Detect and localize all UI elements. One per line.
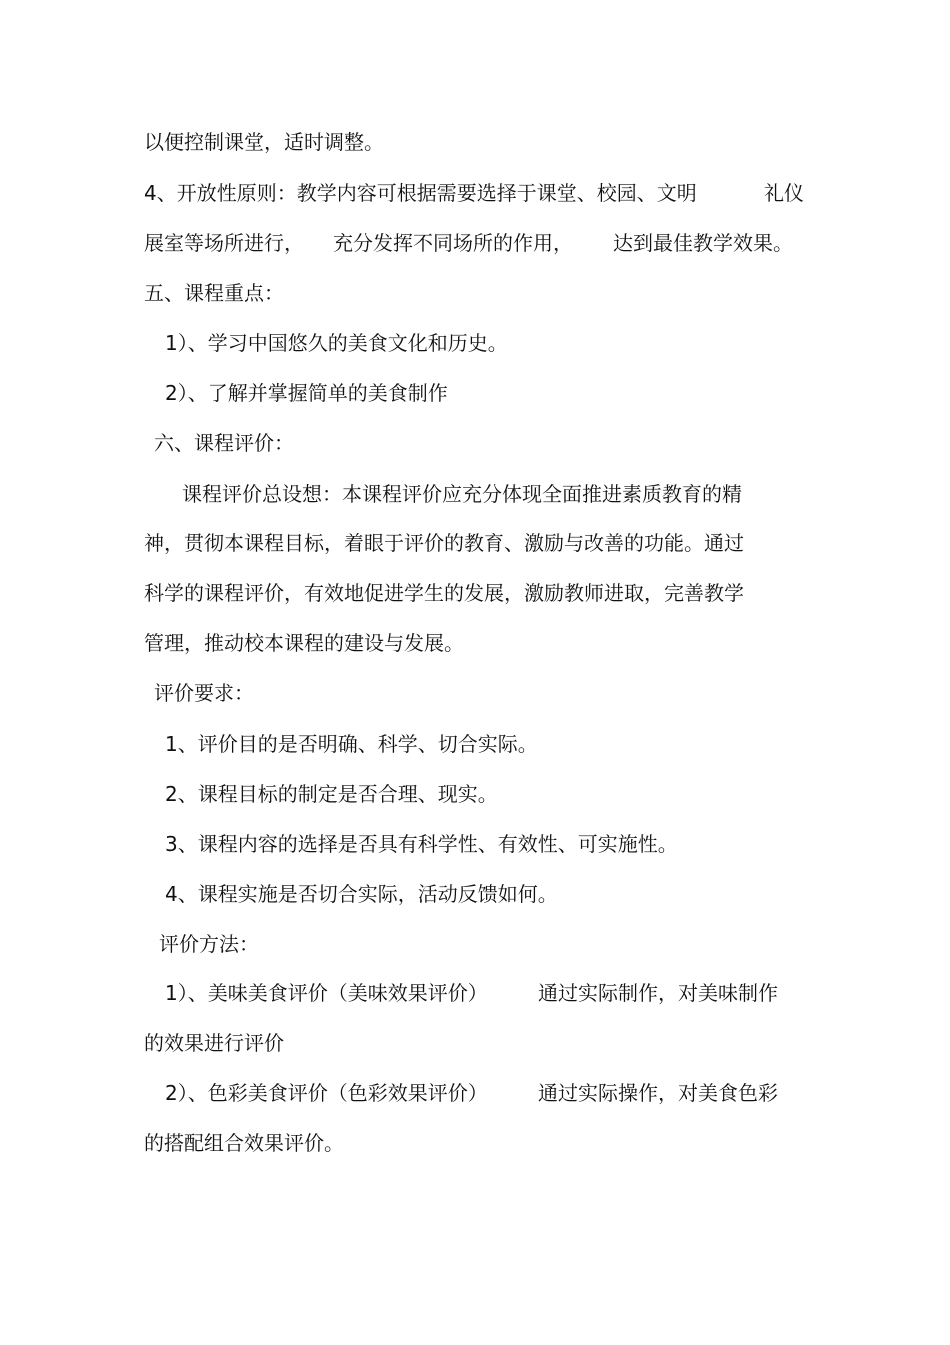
text-line: 课程评价总设想：本课程评价应充分体现全面推进素质教育的精 (182, 482, 742, 506)
heading-text: 六、课程评价： (154, 431, 294, 455)
text-line: 的搭配组合效果评价。 (144, 1131, 344, 1155)
text-line: 管理，推动校本课程的建设与发展。 (144, 631, 464, 655)
text-segment: 4、开放性原则：教学内容可根据需要选择于课堂、校园、文明 (144, 181, 697, 205)
list-item-text: 2、课程目标的制定是否合理、现实。 (165, 782, 498, 806)
text-segment: 礼仪 (764, 181, 804, 205)
text-line: 以便控制课堂，适时调整。 (144, 130, 384, 154)
list-item-text: 通过实际制作，对美味制作 (538, 981, 778, 1005)
text-line: 神，贯彻本课程目标，着眼于评价的教育、激励与改善的功能。通过 (144, 531, 744, 555)
heading-text: 五、课程重点： (144, 281, 284, 305)
list-item-text: 4、课程实施是否切合实际，活动反馈如何。 (165, 882, 558, 906)
subheading-text: 评价方法： (159, 932, 259, 956)
list-item-text: 通过实际操作，对美食色彩 (538, 1081, 778, 1105)
text-segment: 达到最佳教学效果。 (613, 231, 793, 255)
list-item-text: 2）、了解并掌握简单的美食制作 (165, 381, 448, 405)
list-item-text: 1）、美味美食评价（美味效果评价） (165, 981, 488, 1005)
paragraph-line (0, 1130, 344, 1208)
subheading-text: 评价要求： (154, 681, 254, 705)
text-segment: 展室等场所进行， (144, 231, 304, 255)
list-item-text: 2）、色彩美食评价（色彩效果评价） (165, 1081, 488, 1105)
text-line: 的效果进行评价 (144, 1031, 284, 1055)
list-item-text: 3、课程内容的选择是否具有科学性、有效性、可实施性。 (165, 832, 678, 856)
text-line: 科学的课程评价，有效地促进学生的发展，激励教师进取，完善教学 (144, 581, 744, 605)
text-segment: 充分发挥不同场所的作用， (333, 231, 573, 255)
list-item-text: 1、评价目的是否明确、科学、切合实际。 (165, 732, 538, 756)
list-item-text: 1）、学习中国悠久的美食文化和历史。 (165, 331, 508, 355)
